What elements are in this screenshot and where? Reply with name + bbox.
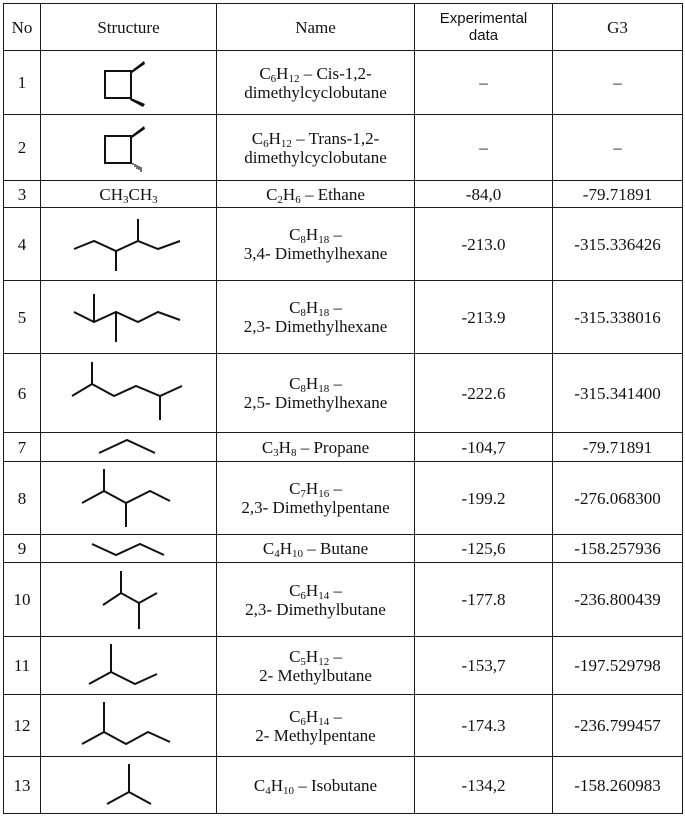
g3-value: -315.341400 <box>553 354 683 433</box>
table-row <box>4 354 683 433</box>
2-methylbutane-structure-icon <box>79 640 179 692</box>
propane-structure-icon <box>89 436 169 458</box>
experimental-value: -153,7 <box>415 637 553 695</box>
experimental-value: -199.2 <box>415 462 553 535</box>
row-number: 11 <box>4 637 41 695</box>
structure-cell <box>41 637 217 695</box>
name-cell: $C_4H_{10}$ – Butane <box>217 535 415 563</box>
row-number: 12 <box>4 695 41 757</box>
structure-cell <box>41 51 217 115</box>
compound-table <box>3 3 683 814</box>
row-number: 13 <box>4 757 41 814</box>
table-row <box>4 51 683 115</box>
g3-value: -158.260983 <box>553 757 683 814</box>
name-cell: $C_6H_{14}$ – 2,3- Dimethylbutane <box>217 563 415 637</box>
structure-cell <box>41 563 217 637</box>
ethane-structure-text: $CH_3CH_3$ <box>99 184 158 206</box>
3,4-dimethylhexane-structure-icon <box>64 213 194 275</box>
table-row <box>4 535 683 563</box>
experimental-value: -84,0 <box>415 181 553 208</box>
g3-value: – <box>553 115 683 181</box>
g3-value: -79.71891 <box>553 433 683 462</box>
g3-value: -315.336426 <box>553 208 683 281</box>
2,3-dimethylpentane-structure-icon <box>64 465 194 531</box>
table-row <box>4 637 683 695</box>
name-cell: $C_8H_{18}$ – 2,3- Dimethylhexane <box>217 281 415 354</box>
table-row <box>4 563 683 637</box>
g3-value: – <box>553 51 683 115</box>
header-no: No <box>4 4 41 51</box>
name-cell: $C_6H_{14}$ – 2- Methylpentane <box>217 695 415 757</box>
g3-value: -315.338016 <box>553 281 683 354</box>
row-number: 8 <box>4 462 41 535</box>
row-number: 6 <box>4 354 41 433</box>
table-row <box>4 181 683 208</box>
name-cell: $C_8H_{18}$ – 2,5- Dimethylhexane <box>217 354 415 433</box>
header-name: Name <box>217 4 415 51</box>
experimental-value: -177.8 <box>415 563 553 637</box>
experimental-value: -104,7 <box>415 433 553 462</box>
g3-value: -79.71891 <box>553 181 683 208</box>
cis-1,2-dimethylcyclobutane-structure-icon <box>94 54 164 112</box>
row-number: 1 <box>4 51 41 115</box>
structure-cell <box>41 354 217 433</box>
table-row <box>4 433 683 462</box>
structure-cell <box>41 281 217 354</box>
structure-cell <box>41 181 217 208</box>
experimental-value: -213.0 <box>415 208 553 281</box>
structure-cell <box>41 208 217 281</box>
row-number: 4 <box>4 208 41 281</box>
table-row <box>4 462 683 535</box>
header-exp-line2: data <box>468 27 499 44</box>
experimental-value: – <box>415 51 553 115</box>
structure-cell <box>41 462 217 535</box>
experimental-value: -125,6 <box>415 535 553 563</box>
header-g3: G3 <box>553 4 683 51</box>
g3-value: -236.799457 <box>553 695 683 757</box>
2-methylpentane-structure-icon <box>74 698 184 754</box>
name-cell: $C_8H_{18}$ – 3,4- Dimethylhexane <box>217 208 415 281</box>
table-row <box>4 208 683 281</box>
structure-cell <box>41 433 217 462</box>
experimental-value: – <box>415 115 553 181</box>
row-number: 2 <box>4 115 41 181</box>
2,3-dimethylbutane-structure-icon <box>89 567 169 633</box>
structure-cell <box>41 695 217 757</box>
isobutane-structure-icon <box>89 760 169 810</box>
row-number: 10 <box>4 563 41 637</box>
experimental-value: -222.6 <box>415 354 553 433</box>
table-row <box>4 281 683 354</box>
structure-cell <box>41 757 217 814</box>
header-experimental-data <box>415 4 553 51</box>
name-cell: $C_2H_6$ – Ethane <box>217 181 415 208</box>
row-number: 5 <box>4 281 41 354</box>
experimental-value: -134,2 <box>415 757 553 814</box>
g3-value: -236.800439 <box>553 563 683 637</box>
table-row <box>4 695 683 757</box>
row-number: 9 <box>4 535 41 563</box>
g3-value: -197.529798 <box>553 637 683 695</box>
name-cell: $C_6H_{12} - Cis-1,2-$ dimethylcyclobutane <box>217 51 415 115</box>
name-cell: $C_7H_{16}$ – 2,3- Dimethylpentane <box>217 462 415 535</box>
name-cell: $C_5H_{12}$ – 2- Methylbutane <box>217 637 415 695</box>
2,5-dimethylhexane-structure-icon <box>64 358 194 428</box>
butane-structure-icon <box>84 538 174 560</box>
structure-cell <box>41 115 217 181</box>
header-exp-line1: Experimental <box>439 10 528 27</box>
row-number: 7 <box>4 433 41 462</box>
structure-cell <box>41 535 217 563</box>
row-number: 3 <box>4 181 41 208</box>
header-structure: Structure <box>41 4 217 51</box>
header-row <box>4 4 683 51</box>
table-row <box>4 115 683 181</box>
name-cell: $C_4H_{10}$ – Isobutane <box>217 757 415 814</box>
experimental-value: -213.9 <box>415 281 553 354</box>
table-row <box>4 757 683 814</box>
name-cell: $C_6H_{12}$ – Trans-1,2- dimethylcyclobutane <box>217 115 415 181</box>
g3-value: -158.257936 <box>553 535 683 563</box>
experimental-value: -174.3 <box>415 695 553 757</box>
g3-value: -276.068300 <box>553 462 683 535</box>
name-cell: $C_3H_8$ – Propane <box>217 433 415 462</box>
2,3-dimethylhexane-structure-icon <box>64 286 194 348</box>
trans-1,2-dimethylcyclobutane-structure-icon <box>94 119 164 177</box>
